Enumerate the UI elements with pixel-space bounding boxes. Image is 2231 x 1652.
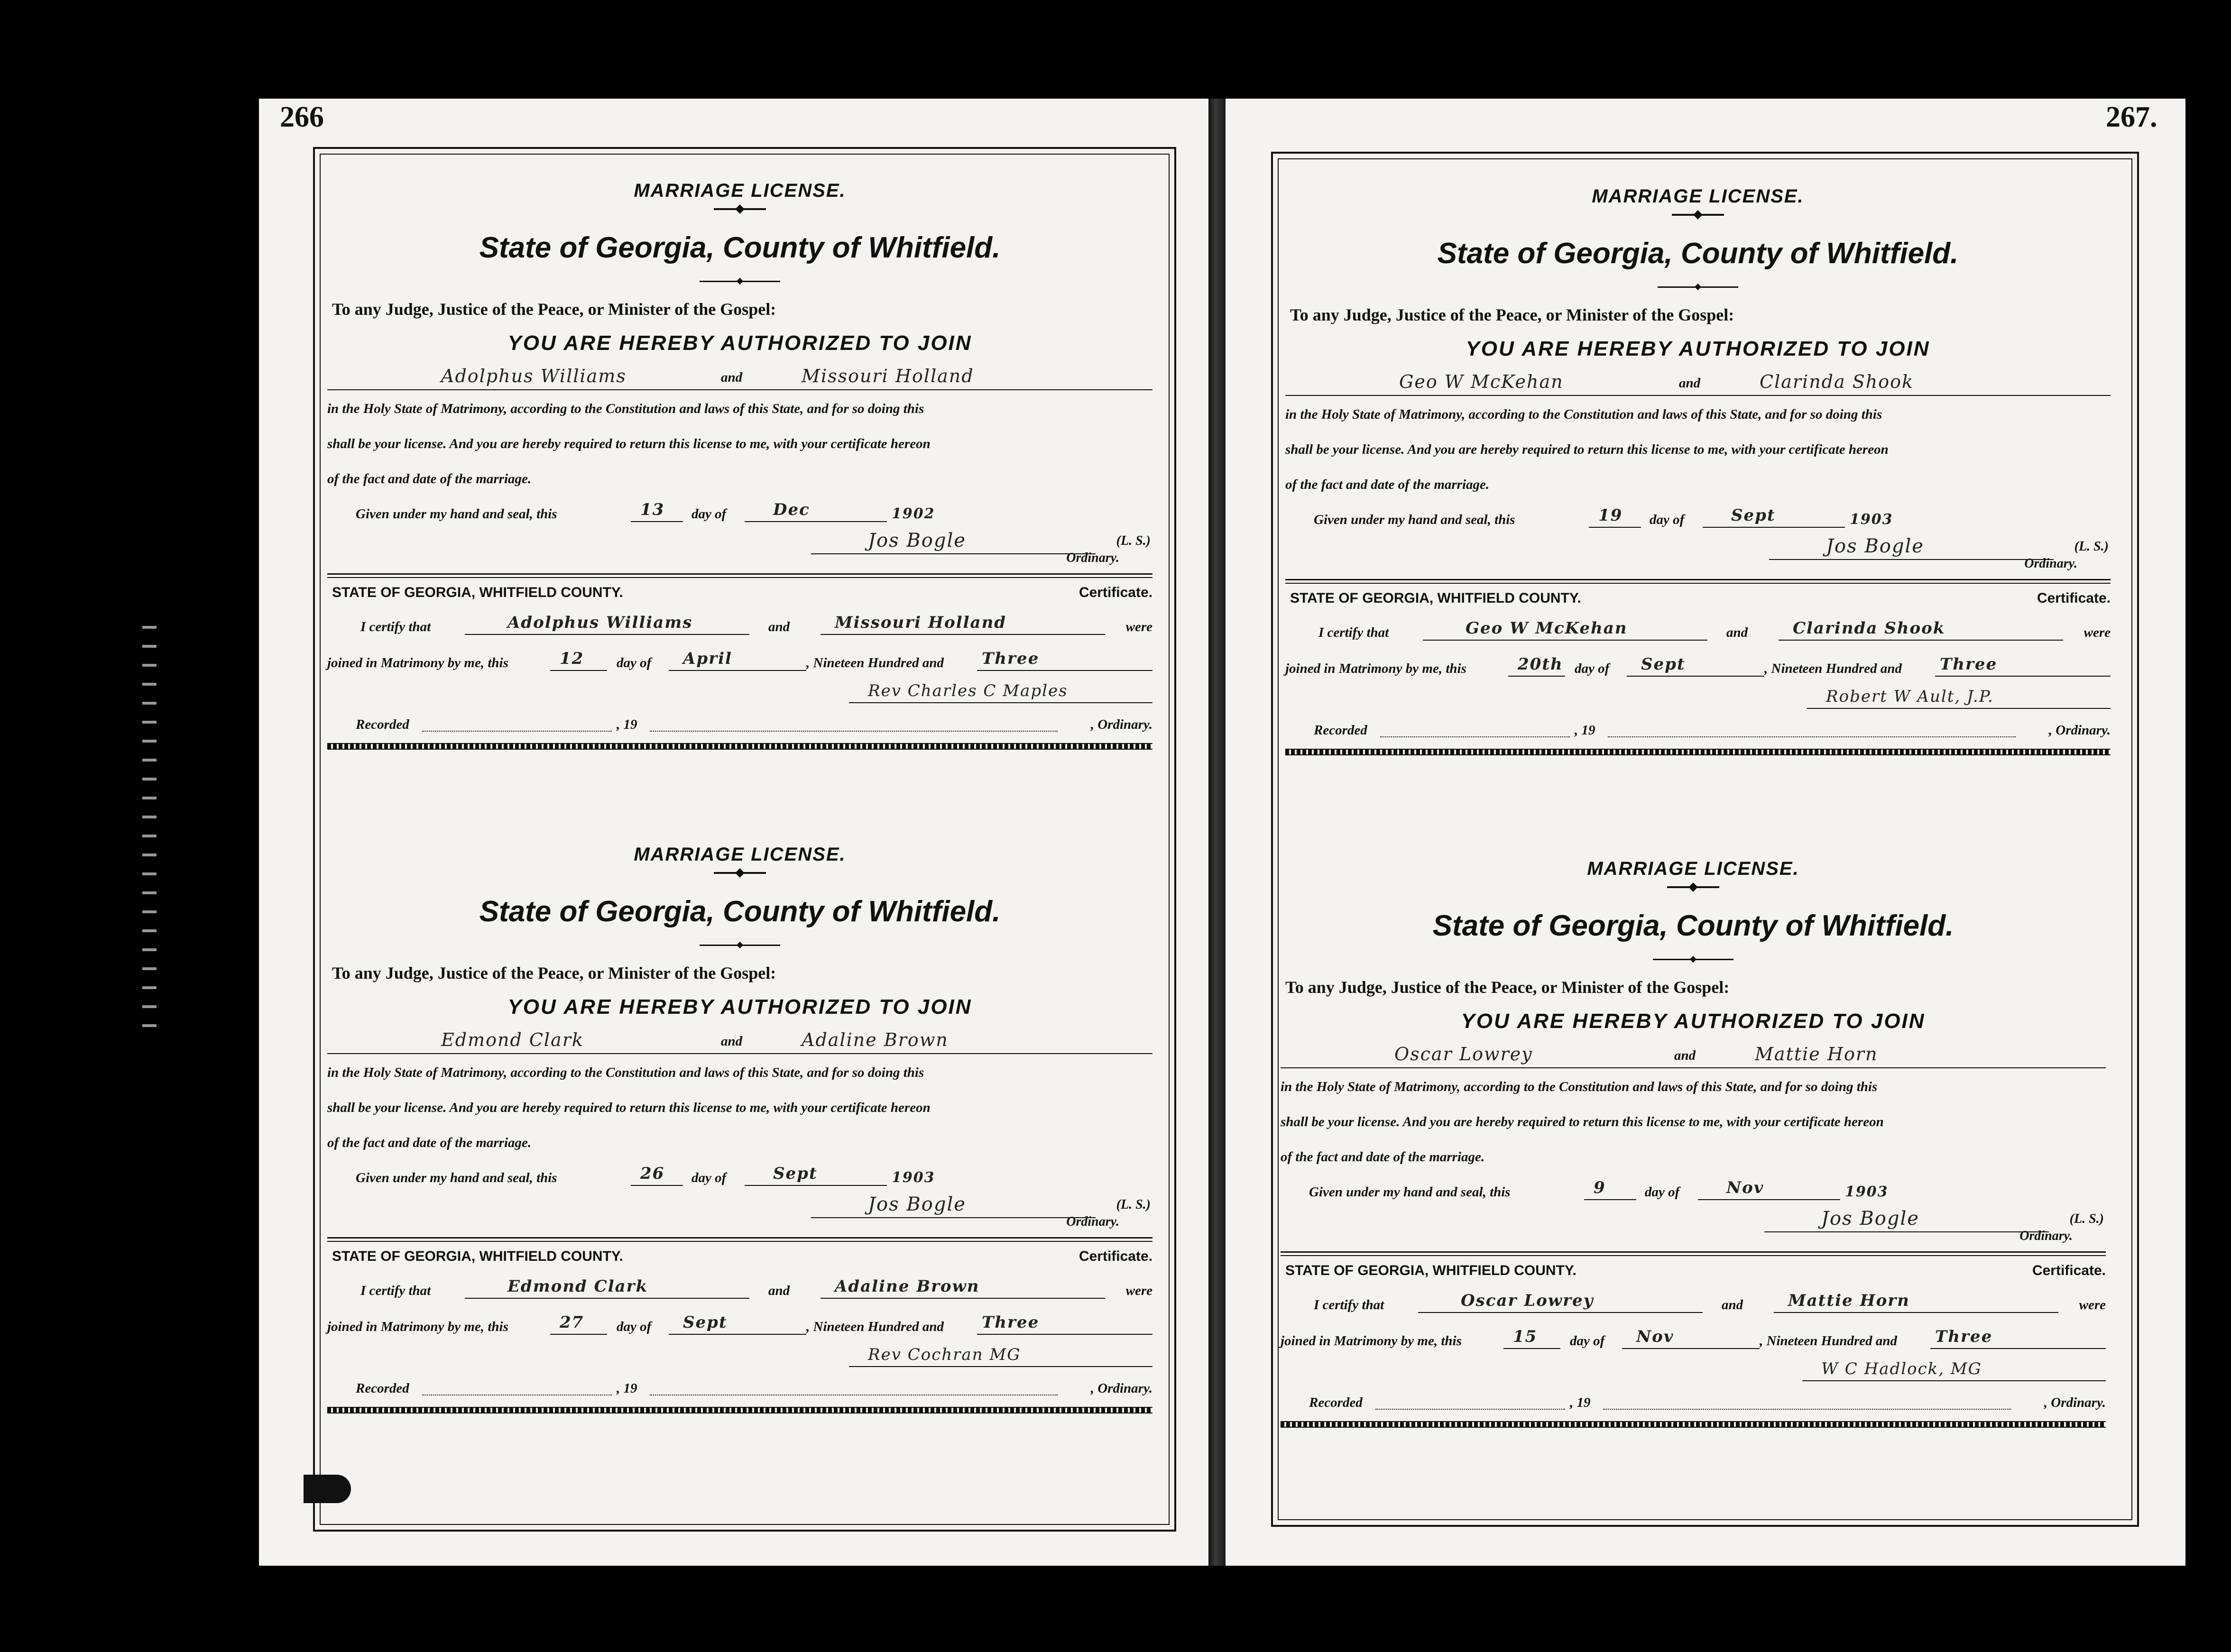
authorized-heading: YOU ARE HEREBY AUTHORIZED TO JOIN: [1461, 1010, 1926, 1033]
given-prefix: Given under my hand and seal, this: [356, 1170, 557, 1185]
nineteen-label: , Nineteen Hundred and: [1764, 661, 1902, 676]
day-of-label: day of: [1650, 512, 1685, 527]
divider: [327, 743, 1152, 750]
page-number-right: 267.: [2106, 101, 2157, 133]
cert-groom: Oscar Lowrey: [1461, 1291, 1594, 1310]
body-line: shall be your license. And you are hereby required to return this license to me, with your certificate hereon: [1285, 442, 1889, 457]
state-county-title: State of Georgia, County of Whitfield.: [479, 231, 1001, 264]
were-label: were: [2083, 625, 2111, 640]
address-line: To any Judge, Justice of the Peace, or Minister of the Gospel:: [1285, 978, 1730, 997]
certificate-header: [1285, 587, 2111, 609]
divider: [1281, 1421, 2106, 1428]
license-header: MARRIAGE LICENSE.: [1587, 858, 1799, 879]
joined-month: Nov: [1636, 1327, 1674, 1346]
cert-groom: Adolphus Williams: [507, 613, 693, 632]
cert-state: STATE OF GEORGIA, WHITFIELD COUNTY.: [332, 585, 623, 600]
license-body: [327, 1055, 1152, 1160]
names-line: [1281, 1040, 2106, 1068]
body-line: shall be your license. And you are hereby required to return this license to me, with your certificate hereon: [1281, 1114, 1884, 1129]
body-line: of the fact and date of the marriage.: [327, 471, 532, 486]
body-line: in the Holy State of Matrimony, according to the Constitution and laws of this State, and for so doing this: [327, 1065, 924, 1080]
divider: [327, 1237, 1152, 1242]
joined-month: Sept: [683, 1313, 728, 1332]
divider: [327, 573, 1152, 578]
cert-state: STATE OF GEORGIA, WHITFIELD COUNTY.: [332, 1248, 623, 1264]
were-label: were: [1125, 619, 1152, 634]
given-month: Sept: [1731, 506, 1776, 525]
joined-day: 20th: [1518, 655, 1563, 674]
scan-edge-marks: [142, 626, 157, 1034]
cert-prefix: I certify that: [360, 619, 431, 634]
body-line: shall be your license. And you are hereby required to return this license to me, with your certificate hereon: [327, 436, 931, 451]
bride-name: Clarinda Shook: [1760, 371, 1914, 392]
body-line: of the fact and date of the marriage.: [1285, 477, 1490, 492]
recorded-blank: [1380, 736, 1570, 737]
joined-line: [327, 1303, 1152, 1340]
body-line: of the fact and date of the marriage.: [327, 1135, 532, 1150]
cert-groom: Geo W McKehan: [1466, 619, 1628, 638]
marriage-license: [1285, 176, 2111, 835]
recorded-blank: [1375, 1409, 1565, 1410]
given-year: 1903: [892, 1169, 935, 1186]
nineteen-short: , 19: [617, 717, 637, 732]
officiant-line: [327, 676, 1152, 711]
ornament-rule: [700, 281, 780, 282]
given-prefix: Given under my hand and seal, this: [1314, 512, 1515, 527]
address-line: To any Judge, Justice of the Peace, or Minister of the Gospel:: [332, 300, 776, 319]
names-line: [327, 1026, 1152, 1054]
cert-bride: Missouri Holland: [835, 613, 1007, 632]
ordinary-label: Ordinary.: [2024, 556, 2077, 571]
day-of-label: day of: [1645, 1184, 1680, 1200]
given-line: [1285, 502, 2111, 532]
bride-name: Mattie Horn: [1755, 1044, 1878, 1065]
given-month: Nov: [1726, 1178, 1764, 1197]
recorded-blank: [422, 731, 612, 732]
given-line: [327, 496, 1152, 527]
given-line: [327, 1160, 1152, 1191]
names-line: [327, 362, 1152, 390]
joined-day-of: day of: [1570, 1333, 1605, 1349]
cert-prefix: I certify that: [1318, 625, 1389, 640]
and-label: and: [721, 1034, 743, 1049]
state-county-title: State of Georgia, County of Whitfield.: [1437, 237, 1959, 270]
body-line: shall be your license. And you are hereby required to return this license to me, with your certificate hereon: [327, 1100, 931, 1115]
ornament-rule: [700, 945, 780, 946]
cert-and: and: [768, 1283, 790, 1298]
ordinary-end: , Ordinary.: [1090, 1381, 1152, 1396]
ordinary-blank: [650, 731, 1058, 732]
license-body: [1281, 1069, 2106, 1175]
officiant-line: [1285, 681, 2111, 716]
divider: [327, 1407, 1152, 1413]
cert-title: Certificate.: [2037, 590, 2111, 606]
cert-and: and: [1722, 1297, 1743, 1312]
cert-and: and: [1726, 625, 1748, 640]
cert-bride: Clarinda Shook: [1793, 619, 1945, 638]
given-prefix: Given under my hand and seal, this: [1309, 1184, 1511, 1200]
names-line: [1285, 367, 2111, 396]
given-line: [1281, 1175, 2106, 1205]
joined-day: 15: [1513, 1327, 1538, 1346]
ornament-rule: [714, 208, 766, 210]
joined-line: [1281, 1318, 2106, 1354]
ordinary-signature-line: [1281, 1205, 2106, 1245]
joined-day: 12: [560, 649, 584, 668]
were-label: were: [1125, 1283, 1152, 1298]
ordinary-label: Ordinary.: [1066, 1214, 1119, 1229]
and-label: and: [1679, 376, 1701, 391]
ordinary-signature-line: [327, 1191, 1152, 1230]
authorized-heading: YOU ARE HEREBY AUTHORIZED TO JOIN: [507, 995, 972, 1019]
recorded-line: [1281, 1389, 2106, 1415]
certify-line: [327, 1267, 1152, 1303]
day-of-label: day of: [691, 506, 727, 522]
page-number-left: 266: [280, 101, 324, 133]
joined-month: April: [683, 649, 732, 668]
given-day: 13: [640, 500, 665, 519]
given-year: 1902: [892, 505, 935, 522]
body-line: in the Holy State of Matrimony, according to the Constitution and laws of this State, and for so doing this: [327, 401, 924, 416]
book-spine: [1208, 99, 1226, 1566]
ordinary-signature: Jos Bogle: [868, 1193, 966, 1215]
license-body: [1285, 397, 2111, 502]
officiant-line: [1281, 1354, 2106, 1389]
recorded-label: Recorded: [1314, 723, 1367, 738]
joined-prefix: joined in Matrimony by me, this: [1285, 661, 1466, 676]
bride-name: Adaline Brown: [802, 1029, 949, 1050]
cert-bride: Adaline Brown: [835, 1277, 980, 1296]
license-body: [327, 391, 1152, 496]
joined-day-of: day of: [1575, 661, 1610, 676]
ordinary-label: Ordinary.: [1066, 551, 1119, 565]
joined-prefix: joined in Matrimony by me, this: [327, 1319, 508, 1334]
cert-title: Certificate.: [1079, 585, 1152, 600]
given-month: Dec: [773, 500, 810, 519]
cert-prefix: I certify that: [1314, 1297, 1384, 1312]
officiant-line: [327, 1340, 1152, 1375]
ordinary-end: , Ordinary.: [2044, 1395, 2106, 1410]
authorized-heading: YOU ARE HEREBY AUTHORIZED TO JOIN: [1466, 337, 1930, 360]
recorded-label: Recorded: [356, 1381, 409, 1396]
groom-name: Oscar Lowrey: [1394, 1044, 1533, 1065]
given-month: Sept: [773, 1164, 818, 1183]
authorized-heading: YOU ARE HEREBY AUTHORIZED TO JOIN: [507, 331, 972, 355]
ordinary-end: , Ordinary.: [1090, 717, 1152, 732]
joined-year-word: Three: [1940, 655, 1998, 674]
and-label: and: [721, 370, 743, 385]
recorded-label: Recorded: [356, 717, 409, 732]
joined-year-word: Three: [1935, 1327, 1993, 1346]
ordinary-label: Ordinary.: [2019, 1229, 2073, 1243]
joined-month: Sept: [1641, 655, 1686, 674]
address-line: To any Judge, Justice of the Peace, or Minister of the Gospel:: [332, 964, 776, 982]
divider: [1281, 1251, 2106, 1256]
ordinary-signature: Jos Bogle: [1821, 1208, 1919, 1230]
recorded-line: [327, 711, 1152, 737]
given-year: 1903: [1845, 1184, 1889, 1200]
and-label: and: [1674, 1048, 1696, 1063]
ls-label: (L. S.): [1116, 533, 1151, 548]
ordinary-end: , Ordinary.: [2048, 723, 2111, 738]
ornament-rule: [1653, 959, 1733, 960]
certify-line: [1281, 1282, 2106, 1318]
address-line: To any Judge, Justice of the Peace, or Minister of the Gospel:: [1290, 305, 1734, 324]
state-county-title: State of Georgia, County of Whitfield.: [1432, 909, 1954, 942]
body-line: of the fact and date of the marriage.: [1281, 1149, 1485, 1165]
nineteen-label: , Nineteen Hundred and: [806, 1319, 944, 1334]
officiant-signature: Rev Charles C Maples: [868, 681, 1068, 700]
joined-year-word: Three: [982, 649, 1040, 668]
ls-label: (L. S.): [1116, 1197, 1151, 1212]
cert-title: Certificate.: [1079, 1248, 1152, 1264]
certificate-header: [327, 582, 1152, 604]
divider: [1285, 579, 2111, 584]
cert-title: Certificate.: [2032, 1263, 2106, 1278]
groom-name: Geo W McKehan: [1399, 371, 1564, 392]
ornament-rule: [1672, 214, 1724, 216]
cert-state: STATE OF GEORGIA, WHITFIELD COUNTY.: [1285, 1263, 1576, 1278]
certify-line: [1285, 609, 2111, 645]
cert-bride: Mattie Horn: [1788, 1291, 1910, 1310]
body-line: in the Holy State of Matrimony, according to the Constitution and laws of this State, and for so doing this: [1285, 407, 1882, 422]
license-header: MARRIAGE LICENSE.: [1592, 186, 1804, 207]
were-label: were: [2079, 1297, 2106, 1312]
groom-name: Adolphus Williams: [441, 366, 627, 386]
joined-day-of: day of: [617, 655, 652, 670]
given-day: 19: [1598, 506, 1623, 525]
cert-and: and: [768, 619, 790, 634]
nineteen-short: , 19: [1570, 1395, 1591, 1410]
cert-state: STATE OF GEORGIA, WHITFIELD COUNTY.: [1290, 590, 1581, 606]
joined-day-of: day of: [617, 1319, 652, 1334]
body-line: in the Holy State of Matrimony, according to the Constitution and laws of this State, and for so doing this: [1281, 1079, 1878, 1094]
nineteen-short: , 19: [1575, 723, 1595, 738]
ordinary-signature: Jos Bogle: [868, 530, 966, 551]
officiant-signature: Robert W Ault, J.P.: [1826, 687, 1994, 706]
given-day: 9: [1594, 1178, 1606, 1197]
ls-label: (L. S.): [2069, 1211, 2104, 1226]
marriage-license: [327, 835, 1152, 1494]
ornament-rule: [1667, 886, 1719, 888]
marriage-license: [327, 171, 1152, 830]
ordinary-signature-line: [327, 527, 1152, 567]
joined-day: 27: [560, 1313, 584, 1332]
certificate-header: [327, 1246, 1152, 1267]
certificate-header: [1281, 1260, 2106, 1282]
cert-groom: Edmond Clark: [507, 1277, 648, 1296]
officiant-signature: W C Hadlock, MG: [1821, 1359, 1982, 1378]
groom-name: Edmond Clark: [441, 1029, 584, 1050]
ordinary-blank: [1608, 736, 2016, 737]
joined-line: [327, 640, 1152, 676]
cert-prefix: I certify that: [360, 1283, 431, 1298]
joined-prefix: joined in Matrimony by me, this: [1281, 1333, 1462, 1349]
state-county-title: State of Georgia, County of Whitfield.: [479, 895, 1001, 928]
nineteen-short: , 19: [617, 1381, 637, 1396]
divider: [1285, 749, 2111, 755]
joined-line: [1285, 645, 2111, 681]
joined-prefix: joined in Matrimony by me, this: [327, 655, 508, 670]
recorded-label: Recorded: [1309, 1395, 1363, 1410]
marriage-license: [1281, 849, 2106, 1508]
ordinary-signature-line: [1285, 532, 2111, 572]
nineteen-label: , Nineteen Hundred and: [1760, 1333, 1898, 1349]
ordinary-blank: [1603, 1409, 2011, 1410]
joined-year-word: Three: [982, 1313, 1040, 1332]
given-year: 1903: [1850, 511, 1893, 528]
officiant-signature: Rev Cochran MG: [868, 1345, 1021, 1364]
certify-line: [327, 604, 1152, 640]
recorded-line: [1285, 716, 2111, 743]
given-prefix: Given under my hand and seal, this: [356, 506, 557, 522]
license-header: MARRIAGE LICENSE.: [634, 180, 846, 201]
ornament-rule: [714, 872, 766, 874]
ls-label: (L. S.): [2074, 539, 2109, 554]
given-day: 26: [640, 1164, 665, 1183]
bride-name: Missouri Holland: [802, 366, 974, 386]
recorded-line: [327, 1375, 1152, 1401]
license-header: MARRIAGE LICENSE.: [634, 844, 846, 865]
nineteen-label: , Nineteen Hundred and: [806, 655, 944, 670]
ornament-rule: [1658, 286, 1738, 288]
day-of-label: day of: [691, 1170, 727, 1185]
ordinary-signature: Jos Bogle: [1826, 535, 1924, 557]
